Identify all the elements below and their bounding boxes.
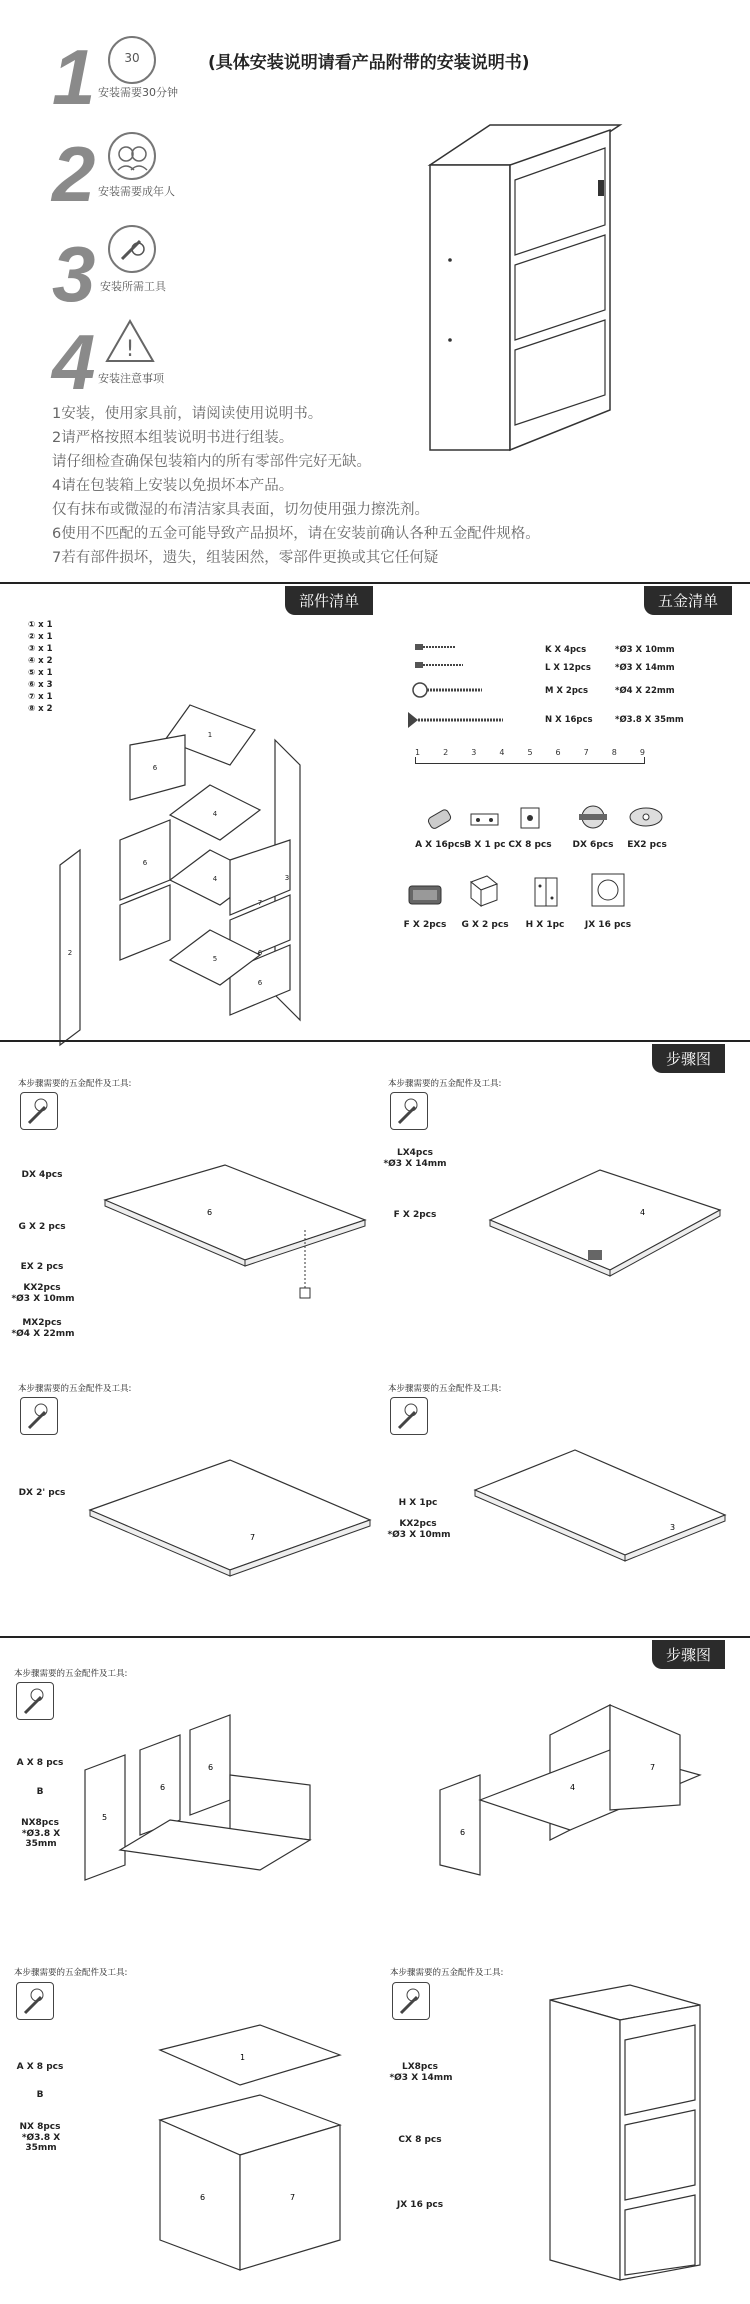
ruler-tick: 2 — [443, 748, 449, 757]
screw-m-label: M X 2pcs — [545, 686, 589, 696]
screw-l-icon — [415, 658, 485, 672]
needed-title: 本步骤需要的五金配件及工具: — [14, 1669, 128, 1679]
tools-box-icon — [392, 1982, 430, 2020]
screw-k-icon — [415, 640, 475, 654]
caption-notice: 安装注意事项 — [98, 372, 164, 385]
tools-box-icon — [16, 1682, 54, 1720]
tools-box-icon — [20, 1092, 58, 1130]
c-bracket-icon — [518, 802, 542, 832]
p1-item: KX2pcs — [23, 1283, 61, 1293]
list-item: ⑤ x 1 — [28, 668, 53, 678]
tools-box-icon — [390, 1397, 428, 1435]
list-item: ⑧ x 2 — [28, 704, 53, 714]
note-line: 1安装，使用家具前，请阅读使用说明书。 — [52, 406, 323, 422]
divider — [0, 582, 750, 584]
part-qty: x 1 — [38, 644, 53, 654]
part-qty: x 2 — [38, 656, 53, 666]
svg-text:7: 7 — [257, 899, 263, 907]
screw-m-size: *Ø4 X 22mm — [615, 686, 675, 696]
clock-icon — [108, 36, 156, 84]
note-line: 请仔细检查确保包装箱内的所有零部件完好无缺。 — [52, 454, 371, 470]
list-item: ⑥ x 3 — [28, 680, 53, 690]
exploded-parts-diagram — [50, 690, 350, 1060]
svg-text:7: 7 — [650, 1763, 656, 1772]
needed-title: 本步骤需要的五金配件及工具: — [390, 1968, 504, 1978]
p1-item: *Ø3 X 10mm — [11, 1294, 75, 1304]
part-qty: x 2 — [38, 704, 53, 714]
svg-text:4: 4 — [640, 1208, 646, 1217]
p6-item: NX 8pcs — [19, 2122, 61, 2132]
ruler-tick: 5 — [527, 748, 533, 757]
p6-item: A X 8 pcs — [16, 2062, 64, 2072]
list-item: ⑦ x 1 — [28, 692, 53, 702]
p1-item: EX 2 pcs — [20, 1262, 64, 1272]
p6-item: B — [36, 2090, 44, 2100]
step8-diagram — [520, 1980, 720, 2290]
svg-text:4: 4 — [212, 875, 218, 883]
screw-k-size: *Ø3 X 10mm — [615, 645, 675, 655]
hw-g-label: G X 2 pcs — [461, 920, 509, 930]
p4-item: H X 1pc — [398, 1498, 438, 1508]
needed-title: 本步骤需要的五金配件及工具: — [14, 1968, 128, 1978]
adults-icon — [108, 132, 156, 180]
e-disc-icon — [628, 805, 664, 829]
list-item: ② x 1 — [28, 632, 53, 642]
ruler-tick: 7 — [583, 748, 589, 757]
p1-item: DX 4pcs — [21, 1170, 63, 1180]
list-item: ③ x 1 — [28, 644, 53, 654]
p5-item: B — [36, 1787, 44, 1797]
step4-diagram — [465, 1430, 735, 1600]
svg-text:1: 1 — [207, 731, 213, 739]
hw-j-label: JX 16 pcs — [584, 920, 632, 930]
p6-item: *Ø3.8 X 35mm — [21, 2133, 61, 2153]
part-qty: x 3 — [38, 680, 53, 690]
p3-item: DX 2' pcs — [18, 1488, 66, 1498]
ruler-tick: 9 — [639, 748, 645, 757]
p1-item: G X 2 pcs — [18, 1222, 66, 1232]
svg-text:!: ! — [125, 337, 135, 362]
step-number-2: 2 — [52, 130, 96, 218]
tools-box-icon — [20, 1397, 58, 1435]
clock-text: 30 — [124, 51, 140, 65]
svg-text:4: 4 — [212, 810, 218, 818]
svg-text:5: 5 — [212, 955, 218, 963]
note-line: 6使用不匹配的五金可能导致产品损坏，请在安装前确认各种五金配件规格。 — [52, 526, 540, 542]
step2-diagram — [470, 1150, 730, 1300]
part-qty: x 1 — [38, 692, 53, 702]
hardware-list-tab: 五金清单 — [644, 586, 732, 615]
part-qty: x 1 — [38, 620, 53, 630]
hw-d-label: DX 6pcs — [572, 840, 614, 850]
svg-text:6: 6 — [152, 764, 158, 772]
screw-l-size: *Ø3 X 14mm — [615, 663, 675, 673]
j-cap-icon — [590, 872, 626, 908]
svg-text:4: 4 — [570, 1783, 576, 1792]
p5-item: A X 8 pcs — [16, 1758, 64, 1768]
tools-box-icon — [390, 1092, 428, 1130]
p7-item: CX 8 pcs — [398, 2135, 442, 2145]
svg-text:6: 6 — [257, 949, 263, 957]
note-line: 2请严格按照本组装说明书进行组装。 — [52, 430, 294, 446]
svg-text:6: 6 — [460, 1828, 466, 1837]
screw-k-label: K X 4pcs — [545, 645, 587, 655]
steps-tab-1: 步骤图 — [652, 1044, 725, 1073]
p1-item: MX2pcs — [22, 1318, 62, 1328]
needed-title: 本步骤需要的五金配件及工具: — [388, 1384, 502, 1394]
svg-text:5: 5 — [102, 1813, 108, 1822]
step3-diagram — [80, 1440, 380, 1590]
p5-item: NX8pcs — [21, 1818, 59, 1828]
divider — [0, 1636, 750, 1638]
ruler-tick: 3 — [471, 748, 477, 757]
b-plate-icon — [470, 812, 500, 828]
hw-f-label: F X 2pcs — [403, 920, 447, 930]
needed-title: 本步骤需要的五金配件及工具: — [18, 1384, 132, 1394]
ruler — [415, 748, 645, 764]
dowel-icon — [425, 805, 455, 835]
hw-b-label: B X 1 pc — [464, 840, 506, 850]
p4-item: *Ø3 X 10mm — [387, 1530, 451, 1540]
p7-item: JX 16 pcs — [396, 2200, 444, 2210]
screw-n-label: N X 16pcs — [545, 715, 593, 725]
divider — [0, 1040, 750, 1042]
screw-m-icon — [412, 680, 502, 700]
tools-box-icon — [16, 1982, 54, 2020]
p2-item: F X 2pcs — [393, 1210, 437, 1220]
step-number-3: 3 — [52, 230, 96, 318]
ruler-tick: 8 — [611, 748, 617, 757]
cabinet-illustration — [420, 120, 640, 460]
h-hinge-icon — [532, 874, 562, 910]
ruler-tick: 1 — [415, 748, 421, 757]
note-line: 7若有部件损坏，遗失，组装困然，零部件更换或其它任何疑 — [52, 550, 439, 566]
svg-text:3: 3 — [670, 1523, 676, 1532]
hw-a-label: A X 16pcs — [415, 840, 465, 850]
cam-lock-icon — [575, 802, 611, 832]
svg-text:6: 6 — [257, 979, 263, 987]
note-line: 仅有抹布或微湿的布清洁家具表面，切勿使用强力擦洗剂。 — [52, 502, 429, 518]
screw-l-label: L X 12pcs — [545, 663, 591, 673]
p5-item: *Ø3.8 X 35mm — [21, 1829, 61, 1849]
svg-text:6: 6 — [208, 1763, 214, 1772]
caption-tools: 安装所需工具 — [100, 280, 166, 293]
warning-icon — [104, 318, 156, 368]
svg-text:6: 6 — [160, 1783, 166, 1792]
p2-item: *Ø3 X 14mm — [383, 1159, 447, 1169]
p2-item: LX4pcs — [396, 1148, 434, 1158]
svg-text:6: 6 — [200, 2193, 206, 2202]
tools-icon — [108, 225, 156, 273]
main-title: (具体安装说明请看产品附带的安装说明书) — [208, 53, 530, 73]
part-qty: x 1 — [38, 632, 53, 642]
f-catch-icon — [405, 880, 445, 910]
caption-time: 安装需要30分钟 — [98, 86, 178, 99]
list-item: ④ x 2 — [28, 656, 53, 666]
hw-c-label: CX 8 pcs — [508, 840, 552, 850]
step1-diagram — [95, 1150, 375, 1310]
svg-text:1: 1 — [240, 2053, 246, 2062]
step-number-4: 4 — [52, 318, 96, 406]
p7-item: *Ø3 X 14mm — [389, 2073, 453, 2083]
screw-n-size: *Ø3.8 X 35mm — [615, 715, 684, 725]
hw-e-label: EX2 pcs — [627, 840, 667, 850]
svg-text:6: 6 — [142, 859, 148, 867]
svg-text:7: 7 — [290, 2193, 296, 2202]
p7-item: LX8pcs — [401, 2062, 439, 2072]
p4-item: KX2pcs — [399, 1519, 437, 1529]
ruler-tick: 4 — [499, 748, 505, 757]
p1-item: *Ø4 X 22mm — [11, 1329, 75, 1339]
ruler-tick: 6 — [555, 748, 561, 757]
svg-text:6: 6 — [207, 1208, 213, 1217]
part-qty: x 1 — [38, 668, 53, 678]
svg-text:7: 7 — [250, 1533, 256, 1542]
parts-list-tab: 部件清单 — [285, 586, 373, 615]
step6-diagram — [430, 1690, 730, 1880]
needed-title: 本步骤需要的五金配件及工具: — [388, 1079, 502, 1089]
caption-adults: 安装需要成年人 — [98, 185, 175, 198]
steps-tab-2: 步骤图 — [652, 1640, 725, 1669]
step7-diagram — [140, 1990, 360, 2280]
svg-text:3: 3 — [284, 874, 290, 882]
list-item: ① x 1 — [28, 620, 53, 630]
note-line: 4请在包装箱上安装以免损坏本产品。 — [52, 478, 294, 494]
screw-n-icon — [408, 710, 518, 730]
step5-diagram — [80, 1690, 380, 1890]
needed-title: 本步骤需要的五金配件及工具: — [18, 1079, 132, 1089]
svg-text:2: 2 — [67, 949, 73, 957]
parts-list — [28, 620, 53, 716]
step-number-1: 1 — [52, 33, 96, 121]
g-cube-icon — [465, 872, 501, 908]
hw-h-label: H X 1pc — [525, 920, 565, 930]
